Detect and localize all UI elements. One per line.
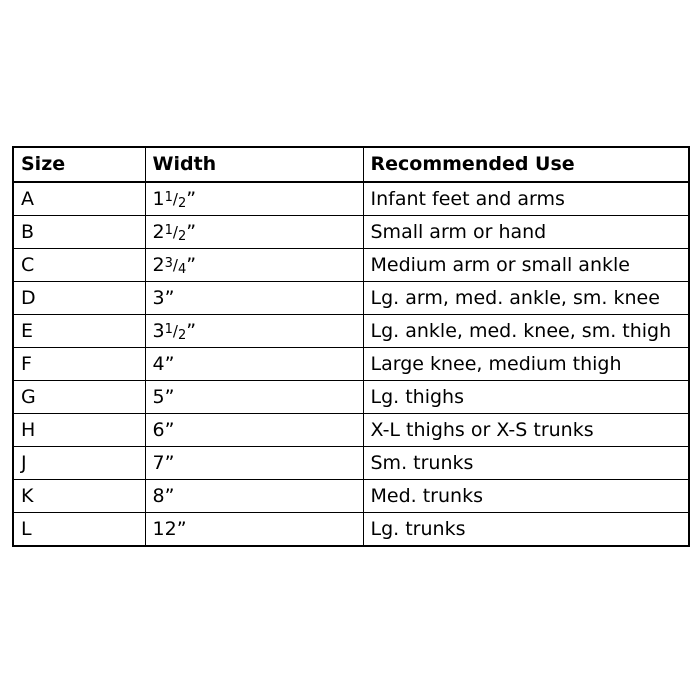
width-whole-number: 3 xyxy=(152,320,165,342)
width-fraction xyxy=(164,190,187,211)
cell-size: J xyxy=(13,447,145,480)
width-whole-number: 5 xyxy=(152,386,165,408)
width-whole-number: 8 xyxy=(152,485,165,507)
fraction-numerator: 3 xyxy=(164,256,173,271)
cell-recommended-use: Small arm or hand xyxy=(363,216,689,249)
cell-size: G xyxy=(13,381,145,414)
column-header-recommended-use: Recommended Use xyxy=(363,147,689,182)
width-whole-number: 2 xyxy=(152,254,165,276)
width-unit: ” xyxy=(164,353,175,375)
cell-recommended-use: Infant feet and arms xyxy=(363,182,689,216)
table-header xyxy=(13,147,689,182)
table-row xyxy=(13,447,689,480)
column-header-size: Size xyxy=(13,147,145,182)
width-unit: ” xyxy=(164,419,175,441)
width-whole-number: 1 xyxy=(152,188,165,210)
width-whole-number: 6 xyxy=(152,419,165,441)
cell-recommended-use: Large knee, medium thigh xyxy=(363,348,689,381)
cell-recommended-use: Lg. trunks xyxy=(363,513,689,547)
width-unit: ” xyxy=(164,485,175,507)
cell-size: D xyxy=(13,282,145,315)
width-unit: ” xyxy=(176,518,187,540)
fraction-slash: / xyxy=(172,223,178,241)
fraction-denominator: 2 xyxy=(177,196,187,211)
table-row xyxy=(13,216,689,249)
width-fraction xyxy=(164,223,187,244)
table-body xyxy=(13,182,689,546)
table-row xyxy=(13,414,689,447)
cell-recommended-use: Lg. thighs xyxy=(363,381,689,414)
cell-size: H xyxy=(13,414,145,447)
cell-recommended-use: Med. trunks xyxy=(363,480,689,513)
width-unit: ” xyxy=(186,254,197,276)
table-row xyxy=(13,480,689,513)
size-chart-table-wrapper xyxy=(12,146,688,547)
cell-width xyxy=(145,282,363,315)
table-header-row xyxy=(13,147,689,182)
table-row xyxy=(13,282,689,315)
cell-width xyxy=(145,513,363,547)
width-whole-number: 4 xyxy=(152,353,165,375)
cell-width xyxy=(145,381,363,414)
cell-width xyxy=(145,348,363,381)
fraction-numerator: 1 xyxy=(164,322,173,337)
cell-size: B xyxy=(13,216,145,249)
fraction-slash: / xyxy=(172,256,178,274)
cell-width xyxy=(145,315,363,348)
cell-width xyxy=(145,447,363,480)
cell-width xyxy=(145,414,363,447)
cell-size: A xyxy=(13,182,145,216)
cell-width xyxy=(145,216,363,249)
cell-recommended-use: Lg. ankle, med. knee, sm. thigh xyxy=(363,315,689,348)
width-unit: ” xyxy=(186,320,197,342)
cell-size: L xyxy=(13,513,145,547)
width-whole-number: 2 xyxy=(152,221,165,243)
cell-recommended-use: Sm. trunks xyxy=(363,447,689,480)
fraction-denominator: 4 xyxy=(177,262,187,277)
fraction-denominator: 2 xyxy=(177,229,187,244)
table-row xyxy=(13,348,689,381)
cell-width xyxy=(145,249,363,282)
width-whole-number: 3 xyxy=(152,287,165,309)
table-row xyxy=(13,381,689,414)
cell-recommended-use: Medium arm or small ankle xyxy=(363,249,689,282)
cell-width xyxy=(145,182,363,216)
cell-size: C xyxy=(13,249,145,282)
width-whole-number: 12 xyxy=(152,518,177,540)
fraction-slash: / xyxy=(172,190,178,208)
table-row xyxy=(13,182,689,216)
width-fraction xyxy=(164,322,187,343)
size-chart-table xyxy=(12,146,690,547)
fraction-numerator: 1 xyxy=(164,223,173,238)
table-row xyxy=(13,315,689,348)
cell-size: K xyxy=(13,480,145,513)
fraction-numerator: 1 xyxy=(164,190,173,205)
width-whole-number: 7 xyxy=(152,452,165,474)
width-unit: ” xyxy=(164,287,175,309)
fraction-slash: / xyxy=(172,322,178,340)
cell-size: E xyxy=(13,315,145,348)
cell-recommended-use: X-L thighs or X-S trunks xyxy=(363,414,689,447)
width-unit: ” xyxy=(164,386,175,408)
cell-width xyxy=(145,480,363,513)
width-unit: ” xyxy=(164,452,175,474)
width-fraction xyxy=(164,256,187,277)
width-unit: ” xyxy=(186,221,197,243)
table-row xyxy=(13,513,689,547)
cell-size: F xyxy=(13,348,145,381)
fraction-denominator: 2 xyxy=(177,328,187,343)
table-row xyxy=(13,249,689,282)
column-header-width: Width xyxy=(145,147,363,182)
width-unit: ” xyxy=(186,188,197,210)
cell-recommended-use: Lg. arm, med. ankle, sm. knee xyxy=(363,282,689,315)
